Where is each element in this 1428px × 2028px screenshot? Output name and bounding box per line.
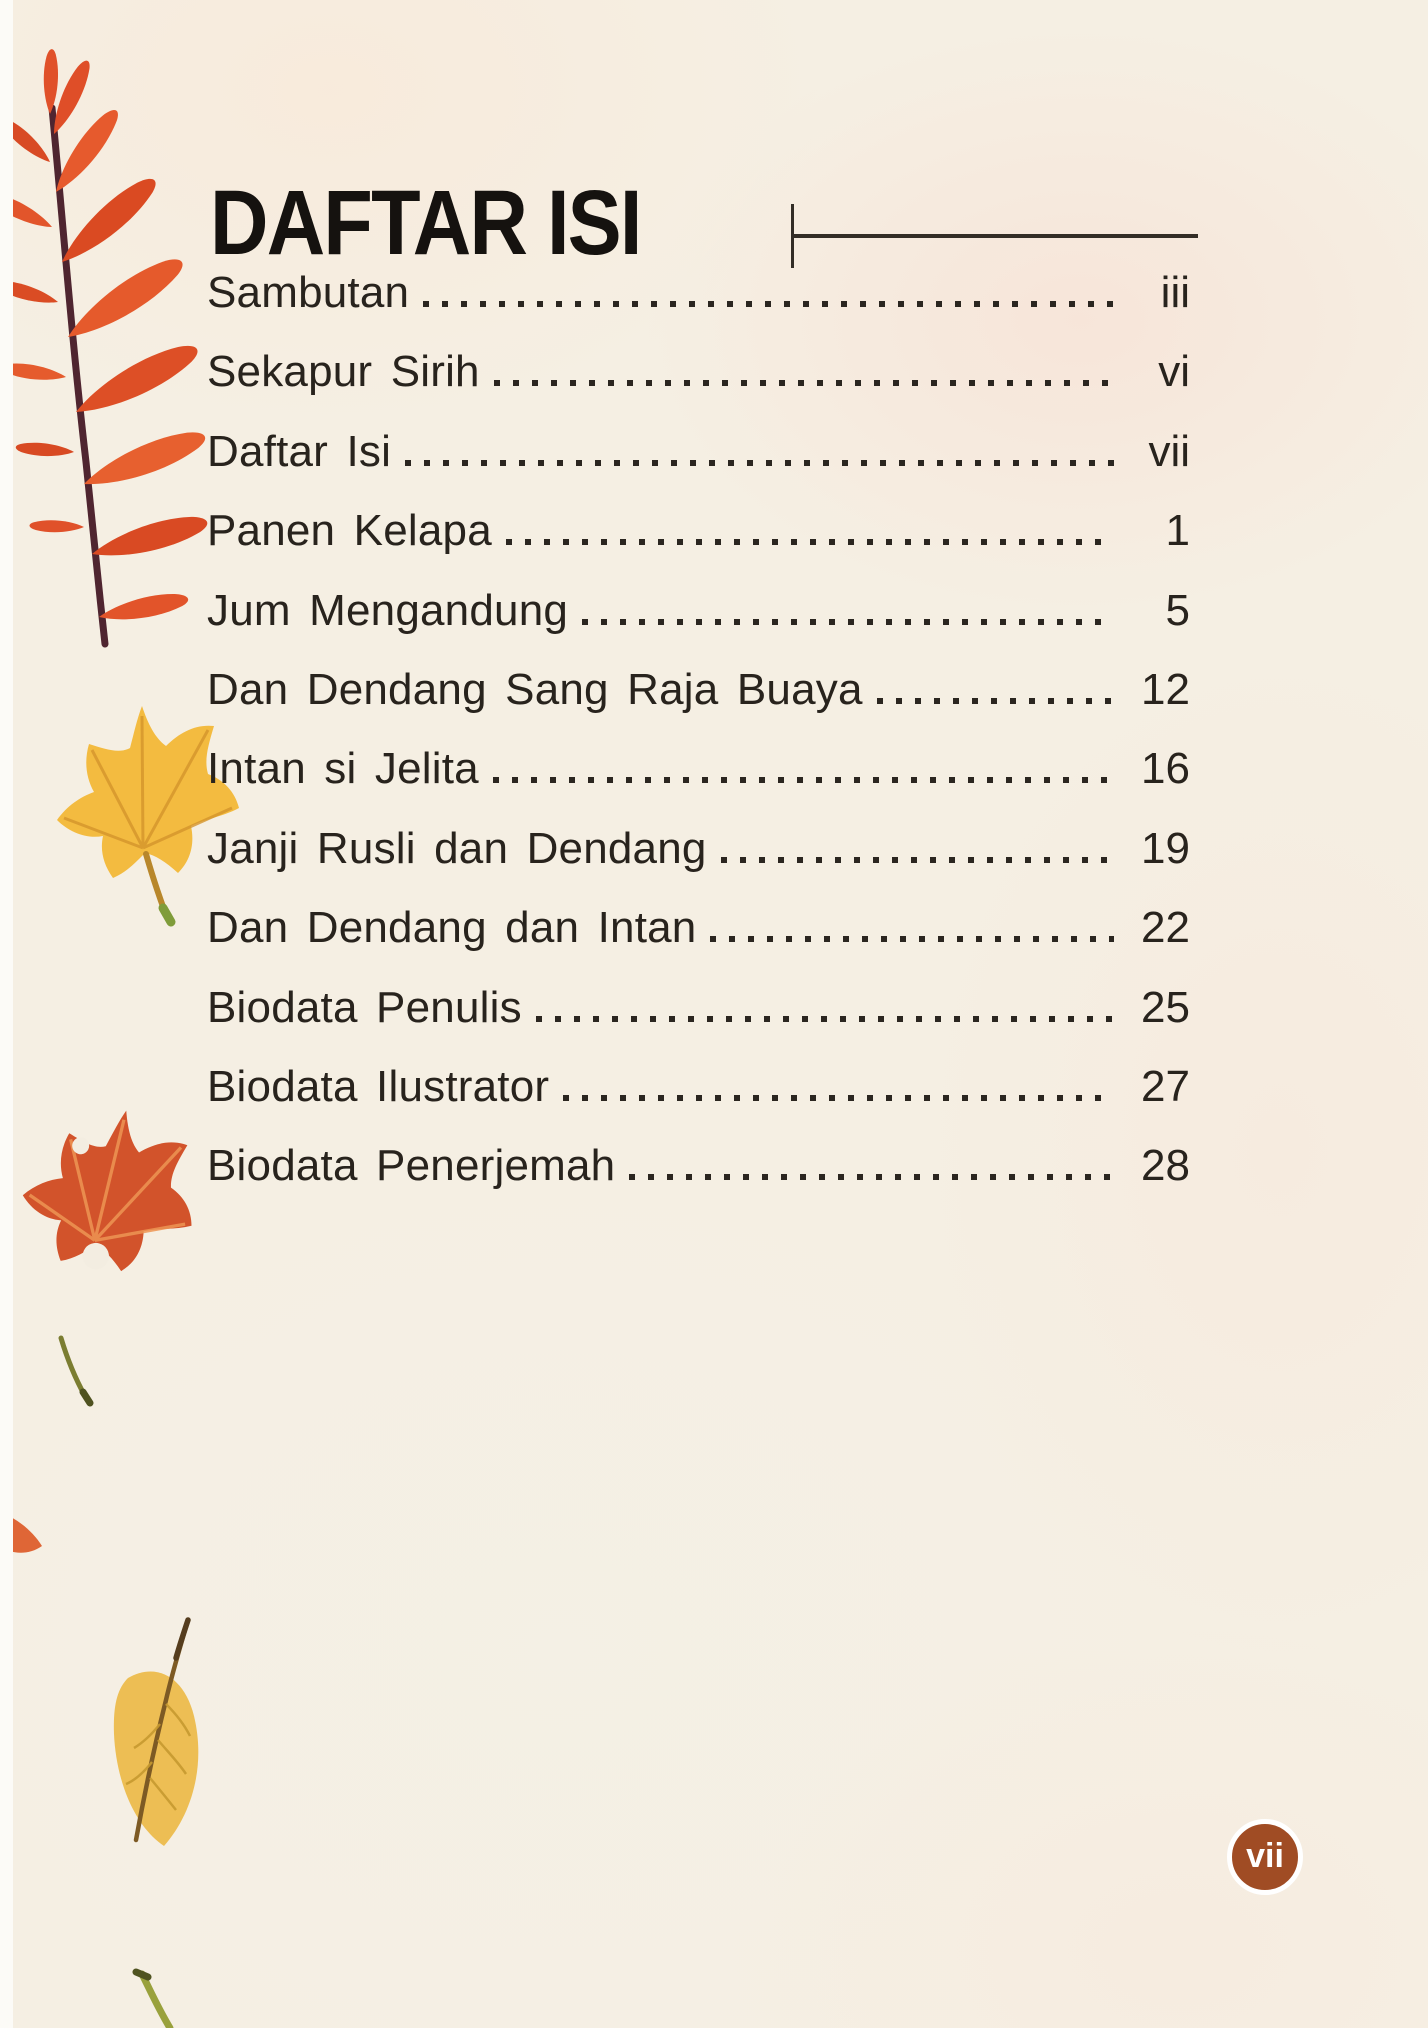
toc-entry-page: 28 <box>1141 1141 1190 1191</box>
toc-entry-label: Dan Dendang Sang Raja Buaya <box>207 664 863 714</box>
toc-entry-page: 27 <box>1141 1061 1190 1111</box>
toc-entry-page: 12 <box>1141 664 1190 714</box>
toc-dot-leader <box>423 301 1114 307</box>
toc-dot-leader <box>710 936 1114 942</box>
toc-entry-label: Daftar Isi <box>207 426 392 476</box>
toc-entry-label: Intan si Jelita <box>207 744 479 794</box>
toc-dot-leader <box>721 857 1114 863</box>
toc-entry-label: Jum Mengandung <box>207 585 569 635</box>
toc-entry <box>207 586 1190 665</box>
toc-entry-label: Biodata Penulis <box>207 982 522 1032</box>
toc-dot-leader <box>629 1174 1114 1180</box>
toc-entry-page: vii <box>1148 426 1190 476</box>
toc-dot-leader <box>506 539 1114 545</box>
table-of-contents <box>207 268 1190 1221</box>
toc-entry-label: Biodata Penerjemah <box>207 1141 616 1191</box>
toc-entry-label: Sekapur Sirih <box>207 347 480 397</box>
toc-dot-leader <box>877 698 1114 704</box>
page-title: DAFTAR ISI <box>210 172 641 274</box>
toc-entry-page: 5 <box>1165 585 1190 635</box>
toc-dot-leader <box>493 777 1114 783</box>
toc-entry <box>207 744 1190 823</box>
toc-entry-label: Sambutan <box>207 268 410 317</box>
toc-entry-page: 16 <box>1141 744 1190 794</box>
toc-entry <box>207 665 1190 744</box>
toc-dot-leader <box>582 619 1114 625</box>
toc-entry-label: Janji Rusli dan Dendang <box>207 823 707 873</box>
toc-entry-page: 19 <box>1141 823 1190 873</box>
toc-entry <box>207 903 1190 982</box>
toc-entry <box>207 983 1190 1062</box>
toc-entry <box>207 824 1190 903</box>
toc-entry-page: 22 <box>1141 903 1190 953</box>
toc-entry <box>207 506 1190 585</box>
toc-entry <box>207 268 1190 347</box>
toc-entry-label: Dan Dendang dan Intan <box>207 903 697 953</box>
title-rule-horizontal <box>791 234 1198 238</box>
toc-entry <box>207 1062 1190 1141</box>
toc-entry-label: Biodata Ilustrator <box>207 1061 550 1111</box>
toc-entry <box>207 347 1190 426</box>
toc-entry <box>207 427 1190 506</box>
toc-entry-page: iii <box>1160 268 1190 317</box>
page-edge-margin <box>0 0 13 2028</box>
page-number-badge <box>1227 1819 1303 1895</box>
toc-entry-page: 1 <box>1165 506 1190 556</box>
toc-entry-label: Panen Kelapa <box>207 506 492 556</box>
toc-entry <box>207 1141 1190 1220</box>
toc-dot-leader <box>494 380 1114 386</box>
toc-dot-leader <box>405 460 1114 466</box>
page-number-label: vii <box>1246 1836 1284 1875</box>
toc-dot-leader <box>536 1016 1114 1022</box>
toc-dot-leader <box>563 1095 1114 1101</box>
toc-entry-page: 25 <box>1141 982 1190 1032</box>
toc-entry-page: vi <box>1158 347 1190 397</box>
